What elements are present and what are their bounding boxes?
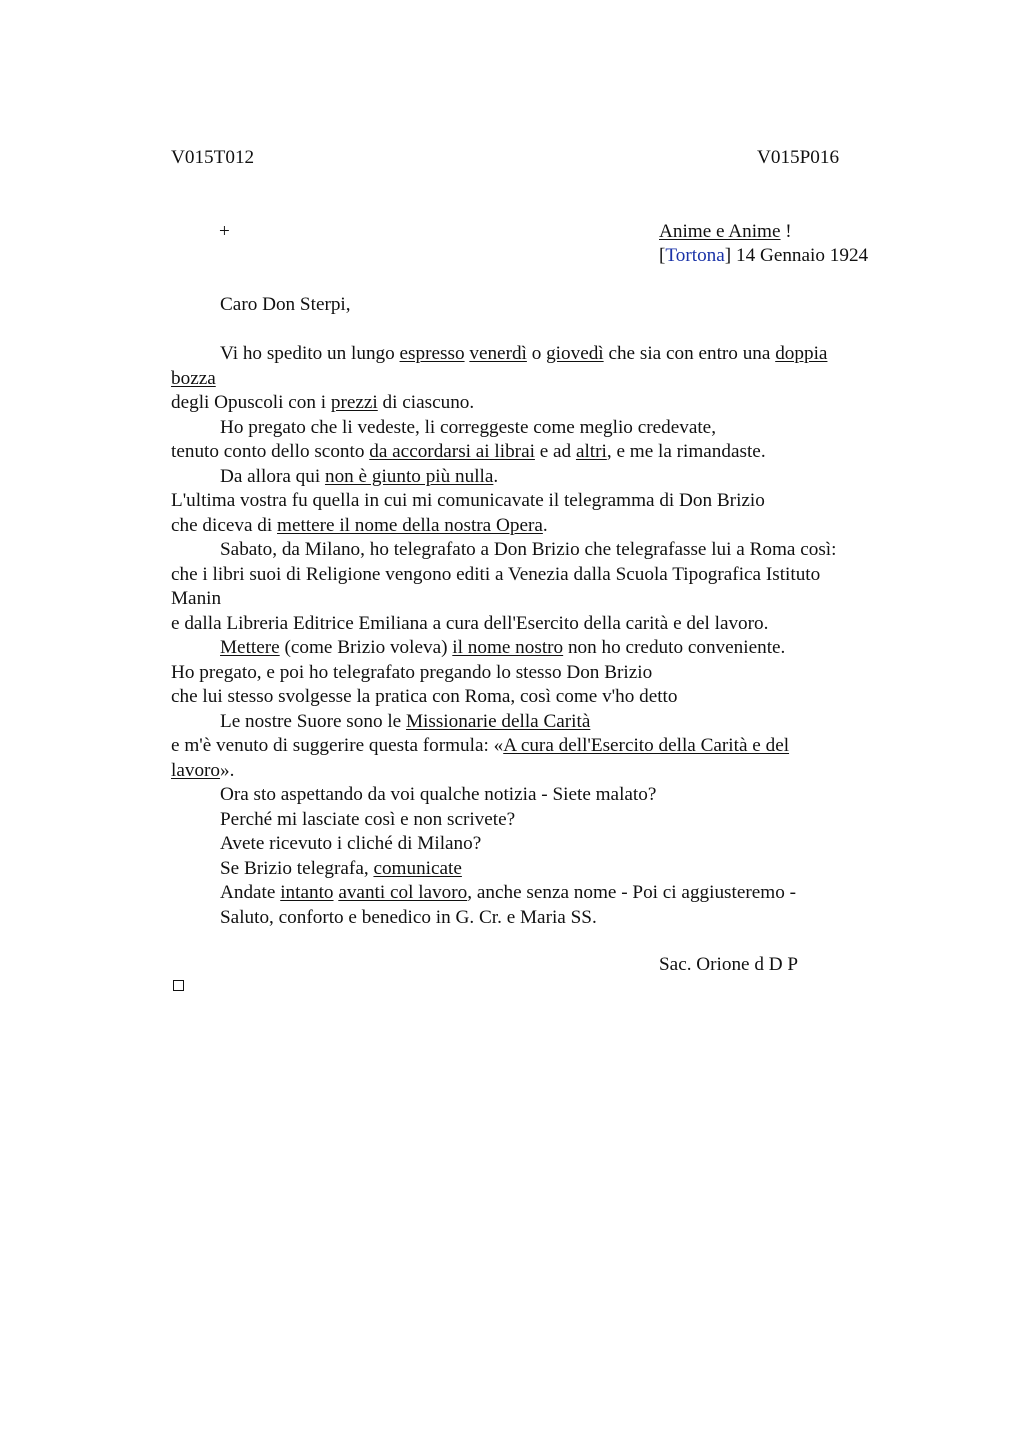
text-run: e m'è venuto di suggerire questa formula: « — [171, 735, 504, 756]
text-run: Ora sto aspettando da voi qualche notizia - Siete malato? — [220, 784, 657, 805]
text-run: , e me la rimandaste. — [606, 441, 766, 462]
underlined-phrase: altri — [575, 441, 607, 462]
underlined-phrase: lavoro — [171, 759, 221, 781]
letter-line — [171, 391, 474, 416]
text-run: che sia con entro una — [603, 343, 776, 364]
text-run: Da allora qui — [220, 465, 325, 487]
letter-line — [220, 465, 498, 490]
letter-line — [171, 587, 221, 612]
text-run: degli Opuscoli con i — [171, 392, 331, 413]
text-run: Sabato, da Milano, ho telegrafato a Don Brizio che telegrafasse lui a Roma così: — [220, 539, 837, 560]
letter-line — [220, 783, 656, 808]
underlined-phrase: venerdì — [469, 343, 527, 364]
letter-line — [220, 636, 785, 661]
letter-line — [171, 440, 766, 465]
underlined-phrase: giovedì — [546, 343, 604, 364]
letter-line — [171, 489, 765, 514]
document-code-left: V015T012 — [171, 147, 255, 168]
signature: Sac. Orione d D P — [659, 954, 799, 975]
letter-line — [171, 685, 677, 710]
text-run: Ho pregato che li vedeste, li correggeste come meglio credevate, — [220, 416, 716, 438]
letter-line — [220, 710, 590, 735]
letter-line — [220, 832, 481, 857]
text-run: Perché mi lasciate così e non scrivete? — [220, 808, 516, 830]
text-run: ». — [220, 759, 235, 781]
letter-line — [171, 734, 789, 759]
place-bracket-close: ] — [724, 245, 732, 266]
underlined-phrase: espresso — [399, 343, 465, 364]
text-run: Manin — [171, 588, 222, 609]
letter-line — [220, 538, 836, 563]
text-run: di ciascuno. — [377, 392, 475, 413]
text-run: che diceva di — [171, 514, 278, 536]
motto-text: Anime e Anime — [659, 221, 781, 242]
underlined-phrase: avanti col lavoro — [338, 882, 468, 903]
underlined-phrase: comunicate — [373, 857, 462, 879]
text-run: e ad — [534, 441, 576, 462]
underlined-phrase: Mettere — [220, 637, 280, 658]
text-run: non ho creduto conveniente. — [563, 637, 786, 658]
underlined-phrase: prezzi — [330, 392, 378, 413]
underlined-phrase: da accordarsi ai librai — [369, 441, 535, 462]
place-date — [659, 244, 868, 269]
letter-line — [220, 342, 827, 367]
letter-line — [220, 881, 796, 906]
letter-line — [220, 906, 597, 931]
text-run: che lui stesso svolgesse la pratica con Roma, così come v'ho detto — [171, 686, 678, 707]
text-run: Saluto, conforto e benedico in G. Cr. e Maria SS. — [220, 906, 597, 928]
text-run: Andate — [220, 882, 281, 903]
letter-date: 14 Gennaio 1924 — [731, 245, 869, 266]
text-run: Le nostre Suore sono le — [220, 710, 406, 732]
salutation: Caro Don Sterpi, — [220, 294, 351, 315]
letter-line — [220, 857, 462, 882]
underlined-phrase: doppia — [775, 343, 828, 364]
letter-line — [171, 367, 216, 392]
text-run: L'ultima vostra fu quella in cui mi comunicavate il telegramma di Don Brizio — [171, 490, 765, 511]
letter-line — [171, 661, 652, 686]
motto-suffix: ! — [780, 221, 792, 242]
underlined-phrase: il nome nostro — [452, 637, 564, 658]
text-run: . — [542, 514, 548, 536]
underlined-phrase: Missionarie della Carità — [405, 710, 591, 732]
letter-line — [220, 808, 515, 833]
letter-line — [220, 416, 716, 441]
text-run: e dalla Libreria Editrice Emiliana a cura dell'Esercito della carità e del lavoro. — [171, 612, 769, 634]
letter-line — [171, 759, 234, 784]
text-run: (come Brizio voleva) — [279, 637, 453, 658]
motto — [659, 220, 792, 245]
text-run: o — [526, 343, 547, 364]
text-run: tenuto conto dello sconto — [171, 441, 370, 462]
text-run: che i libri suoi di Religione vengono editi a Venezia dalla Scuola Tipografica Istituto — [171, 563, 821, 585]
letter-line — [171, 612, 768, 637]
end-marker-square — [173, 980, 184, 991]
underlined-phrase: intanto — [280, 882, 334, 903]
text-run: , anche senza nome - Poi ci aggiusteremo - — [467, 882, 796, 903]
underlined-phrase: A cura dell'Esercito della Carità e del — [503, 735, 790, 756]
text-run: Ho pregato, e poi ho telegrafato pregando lo stesso Don Brizio — [171, 661, 653, 683]
place-bracket-open: [ — [659, 245, 666, 266]
text-run: Vi ho spedito un lungo — [220, 343, 400, 364]
cross-symbol: + — [219, 221, 230, 242]
text-run: . — [493, 465, 499, 487]
underlined-phrase: mettere il nome della nostra Opera — [277, 514, 543, 536]
letter-line — [171, 563, 820, 588]
place-name: Tortona — [665, 245, 725, 266]
underlined-phrase: bozza — [171, 367, 216, 389]
letter-line — [171, 514, 548, 539]
underlined-phrase: non è giunto più nulla — [324, 465, 494, 487]
document-code-right: V015P016 — [757, 147, 840, 168]
text-run: Avete ricevuto i cliché di Milano? — [220, 833, 482, 854]
text-run: Se Brizio telegrafa, — [220, 857, 374, 879]
